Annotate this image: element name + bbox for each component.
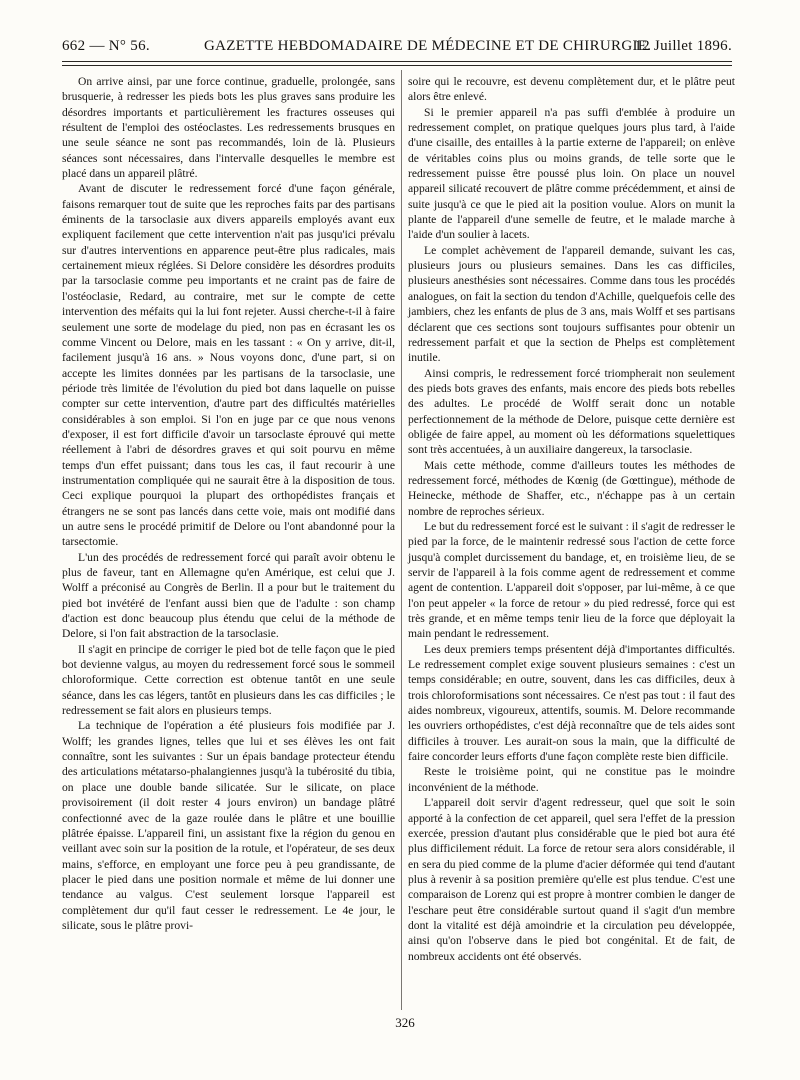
paragraph: Les deux premiers temps présentent déjà d'importantes difficultés. Le redressement complet exige souvent plusieurs semaines : c'est un temps considérable; en outre, souvent, dans les cas difficiles, deux à trois chloroformisations sont nécessaires. Ce n'est pas tout : il faut des aides nombreux, vigoureux, attentifs, soumis. M. Delore recommande les ouvriers orthopédistes, c'est déjà reconnaître que de tels aides sont difficiles à trouver. Les aurait-on sous la main, que la difficulté de faire concorder leurs efforts d'une façon complète reste bien difficile. (408, 642, 735, 764)
paragraph: Mais cette méthode, comme d'ailleurs toutes les méthodes de redressement forcé, méthodes de Kœnig (de Gœttingue), méthode de Heinecke, méthode de Shaffer, etc., n'échappe pas à un certain nombre de reproches sérieux. (408, 458, 735, 518)
paragraph: Reste le troisième point, qui ne constitue pas le moindre inconvénient de la méthode. (408, 765, 735, 794)
paragraph: L'appareil doit servir d'agent redresseur, quel que soit le soin apporté à la confection de cet appareil, quel sera l'effet de la pression exercée, pression d'autant plus considérable que le pied bot aura été plus difficilement réduit. La force de retour sera alors considérable, il en sera du pied comme de la plume d'acier déformée qui tend d'autant plus à revenir à sa position première qu'elle est plus tendue. C'est une comparaison de Lorenz qui est propre à montrer combien le danger de l'eschare peut être considérable surtout quand il s'agit d'un membre dont la vitalité est déjà amoindrie et la circulation peu développée, ainsi qu'on l'observe dans le pied bot congénital. Et de fait, de nombreux accidents ont été observés. (408, 796, 735, 963)
paragraph: On arrive ainsi, par une force continue, graduelle, prolongée, sans brusquerie, à redresser les pieds bots les plus graves sans produire les désordres importants et particulièrement les fractures osseuses qui résultent de l'emploi des ostéoclastes. Les redressements brusques en une seule séance ne sont pas recommandés, loin de là. Plusieurs séances sont nécessaires, dans l'intervalle desquelles le membre est placé dans un appareil plâtré. (62, 75, 395, 181)
paragraph: soire qui le recouvre, est devenu complètement dur, et le plâtre peut alors être enlevé. (408, 75, 735, 104)
right-column (408, 74, 735, 964)
left-column (62, 74, 395, 933)
paragraph: Il s'agit en principe de corriger le pied bot de telle façon que le pied bot devienne valgus, au moyen du redressement forcé sous le sommeil chloroformique. Cette correction est obtenue tantôt en une seule séance, dans les cas légers, tantôt en plusieurs dans les cas difficiles ; le redressement se fait alors en plusieurs temps. (62, 642, 395, 718)
page-number: 326 (395, 1015, 415, 1030)
paragraph: L'un des procédés de redressement forcé qui paraît avoir obtenu le plus de faveur, tant en Allemagne qu'en Amérique, est celui que J. Wolff a préconisé au Congrès de Berlin. Il a pour but le traitement du pied bot invétéré de l'enfant aussi bien que de l'adulte : son champ d'action est donc beaucoup plus étendu que celui de la méthode de Delore, si l'on fait abstraction de la tarsoclasie. (62, 550, 395, 641)
paragraph: Ainsi compris, le redressement forcé triompherait non seulement des pieds bots graves des enfants, mais encore des pieds bots rebelles des adultes. Le procédé de Wolff serait donc un notable perfectionnement de la méthode de Delore, puisque cette dernière est obligée de faire appel, au moment où les déformations squelettiques sont très accentuées, à un auxiliaire dangereux, la tarsoclasie. (408, 366, 735, 457)
paragraph: Le but du redressement forcé est le suivant : il s'agit de redresser le pied par la force, de le maintenir redressé sous l'action de cette force jusqu'à complet durcissement du bandage, et, en troisième lieu, de se servir de l'appareil à la fois comme agent de redressement et comme agent de contention. L'appareil doit s'opposer, par lui-même, à ce que l'on peut appeler « la force de retour » du pied redressé, force qui est très grande, et en même temps tenir lieu de la force que déployait la main pendant le redressement. (408, 519, 735, 641)
paragraph: La technique de l'opération a été plusieurs fois modifiée par J. Wolff; les grandes lignes, telles que lui et ses élèves les ont fait connaître, sont les suivantes : Sur un épais bandage protecteur étendu des articulations métatarso-phalangiennes jusqu'à la tubérosité du tibia, on place une double bande silicatée. Sur le silicate, on place provisoirement (il doit rester 4 jours environ) un bandage plâtré confectionné avec de la gaze roulée dans le plâtre et une bouillie plâtrée épaisse. L'appareil fini, un assistant fixe la région du genou en veillant avec soin sur la position de la rotule, et l'opérateur, de ses deux mains, s'efforce, en employant une force peu à peu grandissante, de placer le pied dans une position normale et même de lui donner une tendance au valgus. C'est seulement lorsque l'appareil est complètement dur qu'il faut cesser le redressement. Le 4e jour, le silicate, sous le plâtre provi- (62, 719, 395, 932)
paragraph: Avant de discuter le redressement forcé d'une façon générale, faisons remarquer tout de suite que les reproches faits par des partisans éminents de la tarsoclasie aux divers appareils employés avant eux expliquent facilement que cette intervention n'ait pas jusqu'ici prévalu sur d'autres interventions en apparence peut-être plus radicales, mais certainement mieux réglées. Si Delore considère les désordres produits par la tarsoclasie comme peu importants et ne craint pas de faire de l'ostéoclasie, Redard, au contraire, met sur le compte de cette intervention des méfaits qui la lui font rejeter. Aussi cherche-t-il à faire seulement une sorte de modelage du pied, non pas en écrasant les os comme Vincent ou Delore, mais en les tassant : « On y arrive, dit-il, facilement jusqu'à 16 ans. » Nous voyons donc, d'une part, si on accepte les limites données par les partisans de la tarsoclasie, une période très limitée de l'évolution du pied bot dans laquelle on puisse compter sur cette intervention, d'autre part des difficultés matérielles considérables à son emploi. Si l'on en juge par ce que nous venons d'exposer, il est fort difficile d'avoir un tarsoclaste éprouvé qui mette réellement à l'abri de désordres graves et qui soit pourvu en même temps d'un effet puissant; dans tous les cas, il faut recourir à une instrumentation compliquée qui ne saurait être à la disposition de tous. Ceci explique pourquoi la plupart des orthopédistes français et étrangers ne se sont pas lancés dans cette voie, mais ont modifié dans un autre sens le procédé primitif de Delore ou l'ont abandonné pour la tarsectomie. (62, 182, 395, 549)
paragraph: Le complet achèvement de l'appareil demande, suivant les cas, plusieurs jours ou plusieurs semaines. Dans les cas difficiles, plusieurs anesthésies sont nécessaires. Comme dans tous les procédés analogues, on fait la section du tendon d'Achille, quelquefois celle des jambiers, chez les enfants de plus de 3 ans, mais Wolff et ses partisans déclarent que ces sections sont toujours suffisantes pour obtenir un redressement parfait et que la section de Phelps est complètement inutile. (408, 243, 735, 365)
journal-title: GAZETTE HEBDOMADAIRE DE MÉDECINE ET DE CHIRURGIE. (204, 38, 652, 54)
column-divider (401, 70, 402, 1010)
header-rule (62, 61, 732, 66)
running-header (62, 32, 732, 60)
issue-date: 12 Juillet 1896. (634, 38, 732, 54)
issue-number: 662 — N° 56. (62, 38, 150, 54)
paragraph: Si le premier appareil n'a pas suffi d'emblée à produire un redressement complet, on pratique quelques jours plus tard, à l'aide d'une cisaille, des entailles à la partie externe de l'appareil; on enlève de véritables coins plus ou moins grands, de telle sorte que le redressement puisse être poussé plus loin. On place un nouvel appareil silicaté recouvert de plâtre comme précédemment, et ainsi de suite jusqu'à ce que le pied ait la position voulue. Alors on munit la plante de l'appareil d'une semelle de feutre, et le malade marche à l'aide d'un soulier à lacets. (408, 105, 735, 242)
